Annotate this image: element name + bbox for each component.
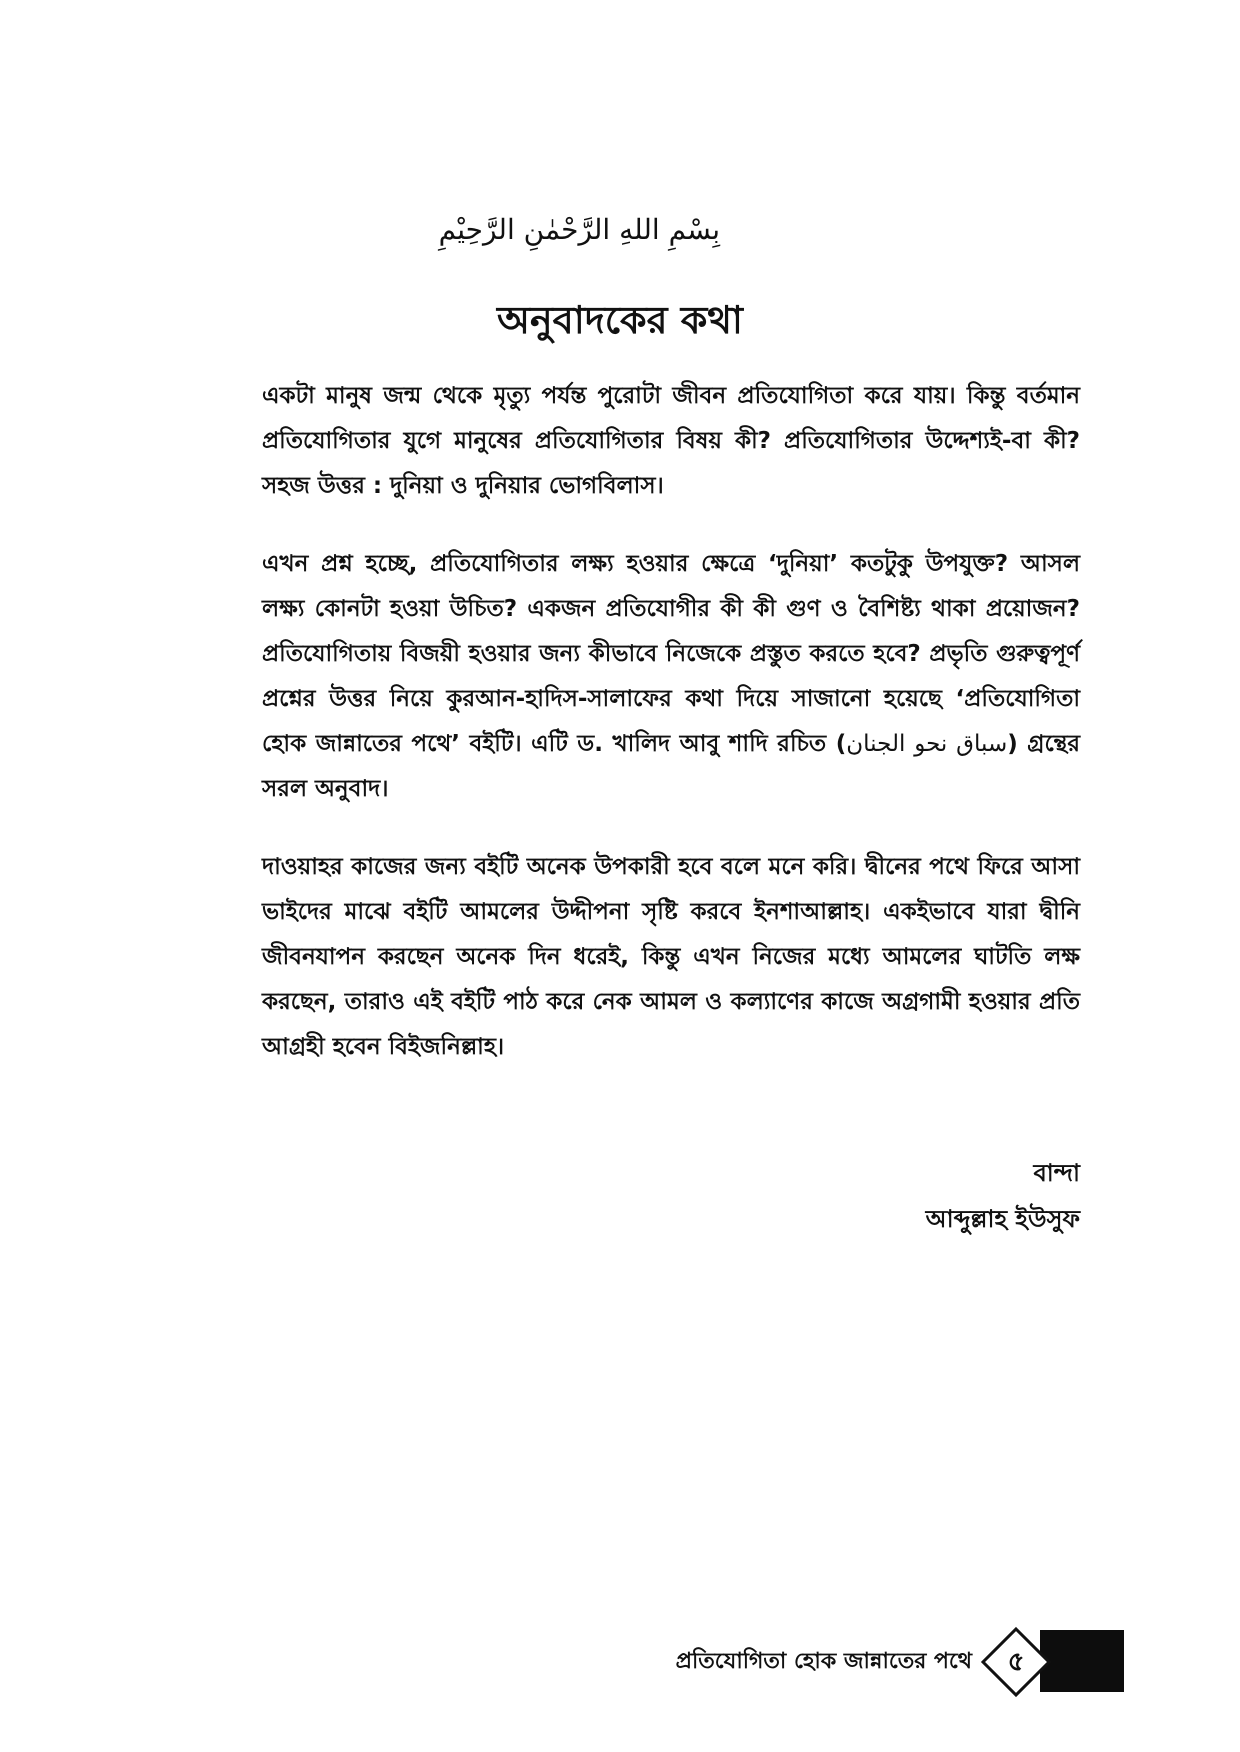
footer-book-title: প্রতিযোগিতা হোক জান্নাতের পথে [675,1649,972,1674]
signature-line-1: বান্দা [1033,1159,1080,1187]
page-title: অনুবাদকের কথা [497,298,743,342]
paragraph-2 [262,542,1080,812]
signature-name: আব্দুল্লাহ ইউসুফ [925,1205,1080,1233]
paragraph-1: একটা মানুষ জন্ম থেকে মৃত্যু পর্যন্ত পুরোটা জীবন প্রতিযোগিতা করে যায়। কিন্তু বর্তমান প্রতিযোগিতার যুগে মানুষের প্রতিযোগিতার বিষয় কী? প্রতিযোগিতার উদ্দেশ্যই-বা কী? সহজ উত্তর : দুনিয়া ও দুনিয়ার ভোগবিলাস। [262,383,1080,499]
page-footer [0,1618,1240,1708]
paragraph-2-text: এখন প্রশ্ন হচ্ছে, প্রতিযোগিতার লক্ষ্য হওয়ার ক্ষেত্রে ‘দুনিয়া’ কতটুকু উপযুক্ত? আসল লক্ষ্য কোনটা হওয়া উচিত? একজন প্রতিযোগীর কী কী গুণ ও বৈশিষ্ট্য থাকা প্রয়োজন? প্রতিযোগিতায় বিজয়ী হওয়ার জন্য কীভাবে নিজেকে প্রস্তুত করতে হবে? প্রভৃতি গুরুত্বপূর্ণ প্রশ্নের উত্তর নিয়ে কুরআন-হাদিস-সালাফের কথা দিয়ে সাজানো হয়েছে ‘প্রতিযোগিতা হোক জান্নাতের পথে’ বইটি। এটি ড. খালিদ আবু শাদি রচিত ( [262,551,1080,757]
footer-black-bar [1040,1630,1124,1692]
bismillah-calligraphy: بِسْمِ اللهِ الرَّحْمٰنِ الرَّحِيْمِ [438,213,720,246]
page-number: ৫ [1007,1647,1025,1677]
body-text [262,374,1080,1103]
paragraph-3: দাওয়াহর কাজের জন্য বইটি অনেক উপকারী হবে বলে মনে করি। দ্বীনের পথে ফিরে আসা ভাইদের মাঝে বইটি আমলের উদ্দীপনা সৃষ্টি করবে ইনশাআল্লাহ। একইভাবে যারা দ্বীনি জীবনযাপন করছেন অনেক দিন ধরেই, কিন্তু এখন নিজের মধ্যে আমলের ঘাটতি লক্ষ করছেন, তারাও এই বইটি পাঠ করে নেক আমল ও কল্যাণের কাজে অগ্রগামী হওয়ার প্রতি আগ্রহী হবেন বিইজনিল্লাহ। [262,854,1080,1060]
signature-block [926,1150,1080,1242]
paragraph-2-end: ) গ্রন্থের সরল অনুবাদ। [262,731,1081,802]
arabic-book-title: سباق نحو الجنان [846,731,1008,757]
